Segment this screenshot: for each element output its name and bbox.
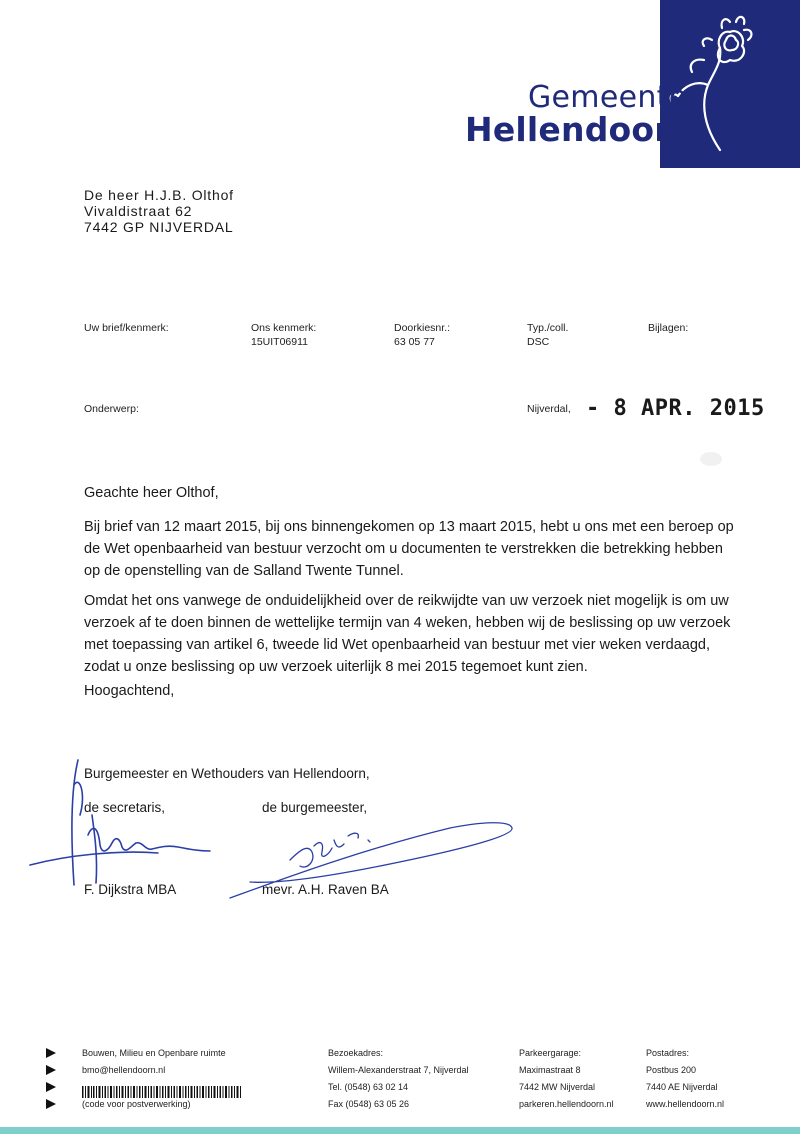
footer-barcode-caption: (code voor postverwerking)	[82, 1099, 191, 1109]
paragraph-2	[84, 590, 734, 678]
footer-parking-city: 7442 MW Nijverdal	[519, 1082, 596, 1092]
footer-postbus: Postbus 200	[646, 1065, 697, 1075]
footer-visit-address: Willem-Alexanderstraat 7, Nijverdal	[328, 1065, 469, 1075]
burgemeester-name: mevr. A.H. Raven BA	[262, 882, 389, 897]
closing: Hoogachtend,	[84, 683, 175, 699]
scan-smudge	[700, 452, 722, 466]
footer-parking-street: Maximastraat 8	[519, 1065, 581, 1075]
footer-arrow-icon	[46, 1048, 56, 1058]
paragraph-2-line-3: met toepassing van artikel 6, tweede lid Wet openbaarheid van bestuur met vier weken verdaagd,	[84, 637, 711, 653]
footer-parking-url[interactable]: parkeren.hellendoorn.nl	[519, 1099, 614, 1109]
footer-fax: Fax (0548) 63 05 26	[328, 1099, 410, 1109]
burgemeester-signature-icon	[220, 810, 520, 905]
logo-gemeente-text: Gemeente	[528, 80, 688, 115]
recipient-street: Vivaldistraat 62	[84, 203, 193, 219]
paragraph-2-line-4: zodat u onze beslissing op uw verzoek uiterlijk 8 mei 2015 tegemoet kunt zien.	[84, 659, 588, 675]
footer-col-1	[82, 1045, 226, 1113]
footer-arrow-icon	[46, 1082, 56, 1092]
paragraph-1-line-3: op de openstelling van de Salland Twente Tunnel.	[84, 563, 404, 579]
signature-heading: Burgemeester en Wethouders van Hellendoorn,	[84, 766, 370, 781]
secretaris-label: de secretaris,	[84, 800, 166, 815]
doorkies-value: 63 05 77	[394, 336, 435, 348]
recipient-name: De heer H.J.B. Olthof	[84, 187, 234, 203]
footer-stripe	[0, 1127, 800, 1134]
footer-phone: Tel. (0548) 63 02 14	[328, 1082, 409, 1092]
footer-email[interactable]: bmo@hellendoorn.nl	[82, 1065, 166, 1075]
typ-label: Typ./coll.	[527, 322, 569, 334]
salutation: Geachte heer Olthof,	[84, 485, 219, 501]
footer-col-4	[646, 1045, 724, 1113]
ons-kenmerk-value: 15UIT06911	[251, 336, 309, 348]
footer-arrow-icon	[46, 1065, 56, 1075]
footer-postal-city: 7440 AE Nijverdal	[646, 1082, 718, 1092]
footer-visit-label: Bezoekadres:	[328, 1048, 384, 1058]
secretaris-name: F. Dijkstra MBA	[84, 882, 177, 897]
paragraph-1-line-2: de Wet openbaarheid van bestuur verzocht om u documenten te verstrekken die betrekking hebben	[84, 541, 723, 557]
logo-hellendoorn-text: Hellendoorn	[465, 110, 695, 149]
footer-department: Bouwen, Milieu en Openbare ruimte	[82, 1048, 226, 1058]
footer-parking-label: Parkeergarage:	[519, 1048, 582, 1058]
uw-brief-label: Uw brief/kenmerk:	[84, 322, 169, 334]
footer-col-2	[328, 1045, 469, 1113]
paragraph-2-line-2: verzoek af te doen binnen de wettelijke termijn van 4 weken, hebben wij de beslissing op uw verzoek	[84, 615, 731, 631]
bijlagen-label: Bijlagen:	[648, 322, 689, 334]
paragraph-1-line-1: Bij brief van 12 maart 2015, bij ons binnengekomen op 13 maart 2015, hebt u ons met een beroep op	[84, 519, 734, 535]
typ-value: DSC	[527, 336, 550, 348]
onderwerp-label: Onderwerp:	[84, 403, 139, 415]
recipient-city: 7442 GP NIJVERDAL	[84, 219, 234, 235]
footer-postal-label: Postadres:	[646, 1048, 690, 1058]
place-label: Nijverdal,	[527, 403, 571, 415]
footer-arrow-icon	[46, 1099, 56, 1109]
footer-website[interactable]: www.hellendoorn.nl	[646, 1099, 725, 1109]
footer-col-3	[519, 1045, 614, 1113]
paragraph-1	[84, 516, 734, 582]
postal-barcode-icon	[82, 1086, 242, 1098]
doorkies-label: Doorkiesnr.:	[394, 322, 451, 334]
burgemeester-label: de burgemeester,	[262, 800, 368, 815]
date-stamp: - 8 APR. 2015	[586, 396, 765, 421]
secretaris-signature-icon	[28, 755, 228, 900]
ons-kenmerk-label: Ons kenmerk:	[251, 322, 317, 334]
paragraph-2-line-1: Omdat het ons vanwege de onduidelijkheid over de reikwijdte van uw verzoek niet mogelijk is om uw	[84, 593, 729, 609]
